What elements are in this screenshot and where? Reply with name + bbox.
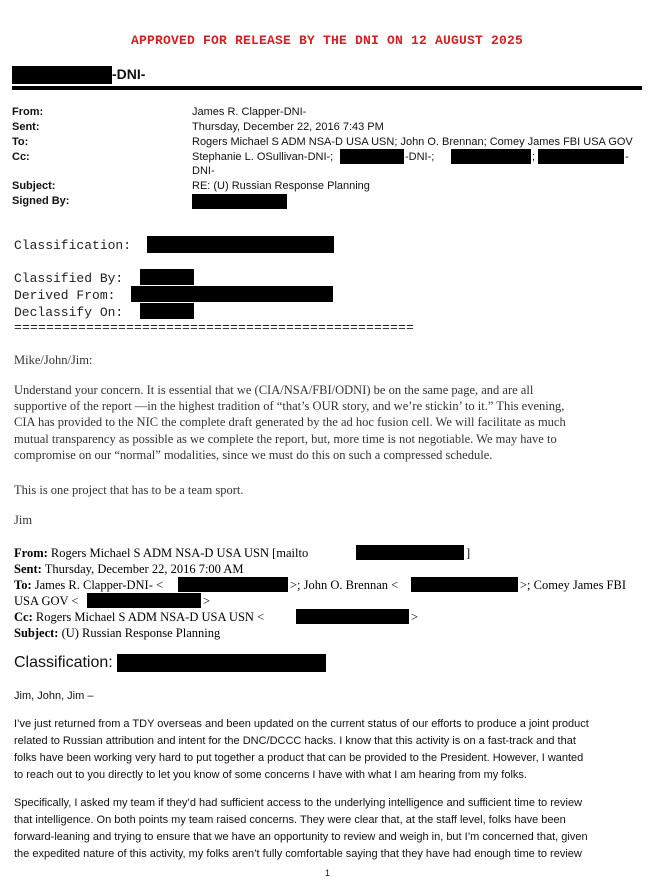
email2-to-line	[14, 578, 163, 593]
redaction-bar	[192, 194, 287, 209]
cc-label: Cc:	[12, 151, 30, 163]
email2-sent-line	[14, 562, 244, 577]
to-value: Rogers Michael S ADM NSA-D USA USN; John O. Brennan; Comey James FBI USA GOV	[192, 136, 633, 148]
redaction-bar	[178, 577, 288, 592]
subject-label: Subject:	[12, 180, 56, 192]
text-line: Understand your concern. It is essential that we (CIA/NSA/FBI/ODNI) be on the same page, and are all	[14, 383, 534, 397]
text-line: CIA has provided to the NIC the complete draft generated by the ad hoc fusion cell. We will facilitate as much	[14, 415, 566, 430]
email2-sent-value: Thursday, December 22, 2016 7:00 AM	[44, 562, 244, 576]
text-line: folks have been working very hard to put together a product that can be provided to the President. However, I wanted	[14, 752, 584, 764]
redaction-bar	[451, 149, 531, 164]
redaction-bar	[296, 609, 409, 624]
reply-paragraph-1	[14, 382, 650, 463]
redaction-bar	[12, 66, 112, 84]
email2-subject-value: (U) Russian Response Planning	[61, 626, 221, 640]
cc-value-part3: ;	[532, 151, 536, 163]
reply-greeting: Mike/John/Jim:	[14, 353, 93, 367]
text-line: mutual transparency as possible as we complete the report, but, more time is not negotiable. We may have to	[14, 431, 557, 446]
reply-paragraph-2: This is one project that has to be a team sport.	[14, 483, 244, 497]
email2-to-line2-close: >	[203, 594, 211, 608]
email2-from-value: Rogers Michael S ADM NSA-D USA USN [mailto	[50, 546, 309, 560]
separator-line: ==================================================	[14, 320, 415, 335]
text-line: forward-leaning and trying to ensure that we have an opportunity to review and weigh in, but I’m concerned that, given	[14, 831, 588, 843]
sent-value: Thursday, December 22, 2016 7:43 PM	[192, 121, 384, 133]
reply-signoff: Jim	[14, 513, 33, 527]
redaction-bar	[140, 303, 194, 319]
email2-sent-label: Sent:	[14, 562, 42, 576]
email2-from-line	[14, 546, 308, 561]
email2-cc-label: Cc:	[14, 610, 33, 624]
redaction-bar	[356, 545, 464, 560]
email2-subject-label: Subject:	[14, 626, 59, 640]
from-value: James R. Clapper-DNI-	[192, 106, 307, 118]
sent-label: Sent:	[12, 121, 40, 133]
derived-from-label: Derived From:	[14, 288, 116, 303]
email2-classification-label: Classification:	[14, 654, 113, 671]
text-line: supportive of the report —in the highest tradition of “that’s OUR story, and we’re stickin’ to it.” This evening,	[14, 399, 565, 414]
redaction-bar	[117, 654, 326, 672]
body2-paragraph-1	[14, 716, 650, 784]
text-line: that intelligence. On both points my team raised concerns. They were clear that, at the staff level, folks have been	[14, 814, 566, 826]
from-label: From:	[12, 106, 44, 118]
email2-to-value: James R. Clapper-DNI- <	[34, 578, 164, 592]
redaction-bar	[131, 286, 333, 302]
email2-to-line2: USA GOV <	[14, 594, 79, 608]
email2-to-label: To:	[14, 578, 32, 592]
email2-from-close: ]	[466, 546, 471, 560]
email2-cc-line	[14, 610, 264, 625]
cc-value-line2: DNI-	[192, 165, 215, 177]
email2-from-label: From:	[14, 546, 48, 560]
redaction-bar	[147, 236, 334, 253]
email2-to-value-part2: >; John O. Brennan <	[290, 578, 399, 592]
body2-paragraph-2	[14, 795, 650, 863]
page-number: 1	[325, 868, 331, 878]
text-line: to reach out to you directly to let you know of some concerns I have with what I am hearing from my folks.	[14, 769, 527, 781]
body2-greeting: Jim, John, Jim –	[14, 690, 94, 702]
redaction-bar	[538, 149, 624, 164]
text-line: I’ve just returned from a TDY overseas and been updated on the current status of our efforts to produce a joint product	[14, 718, 589, 730]
text-line: compromise on our “normal” modalities, since we must do this on such a compressed schedule.	[14, 447, 493, 462]
redaction-bar	[411, 577, 518, 592]
declassify-on-label: Declassify On:	[14, 305, 124, 320]
redaction-bar	[340, 149, 404, 164]
signed-by-label: Signed By:	[12, 195, 70, 207]
text-line: related to Russian attribution and intent for the DNC/DCCC hacks. I know that this activity is on a fast-track and that	[14, 735, 576, 747]
email2-to-value-part3: >; Comey James FBI	[520, 578, 627, 592]
subject-value: RE: (U) Russian Response Planning	[192, 180, 370, 192]
header-rule	[12, 86, 642, 90]
classification-label: Classification:	[14, 238, 132, 253]
header-title: -DNI-	[112, 66, 146, 82]
text-line: the expedited nature of this activity, my folks aren’t fully comfortable saying that they have had enough time to review	[14, 848, 582, 860]
redaction-bar	[140, 269, 194, 285]
redaction-bar	[87, 593, 201, 608]
text-line: Specifically, I asked my team if they’d had sufficient access to the underlying intelligence and sufficient time to review	[14, 797, 583, 809]
classified-by-label: Classified By:	[14, 271, 124, 286]
to-label: To:	[12, 136, 29, 148]
email2-cc-value: Rogers Michael S ADM NSA-D USA USN <	[35, 610, 265, 624]
email2-subject-line	[14, 626, 220, 641]
cc-value-part4: -	[625, 151, 629, 163]
release-stamp: APPROVED FOR RELEASE BY THE DNI ON 12 AUGUST 2025	[130, 33, 524, 48]
cc-value-part1: Stephanie L. OSullivan-DNI-;	[192, 151, 334, 163]
email2-cc-close: >	[411, 610, 419, 624]
cc-value-part2: -DNI-;	[405, 151, 435, 163]
